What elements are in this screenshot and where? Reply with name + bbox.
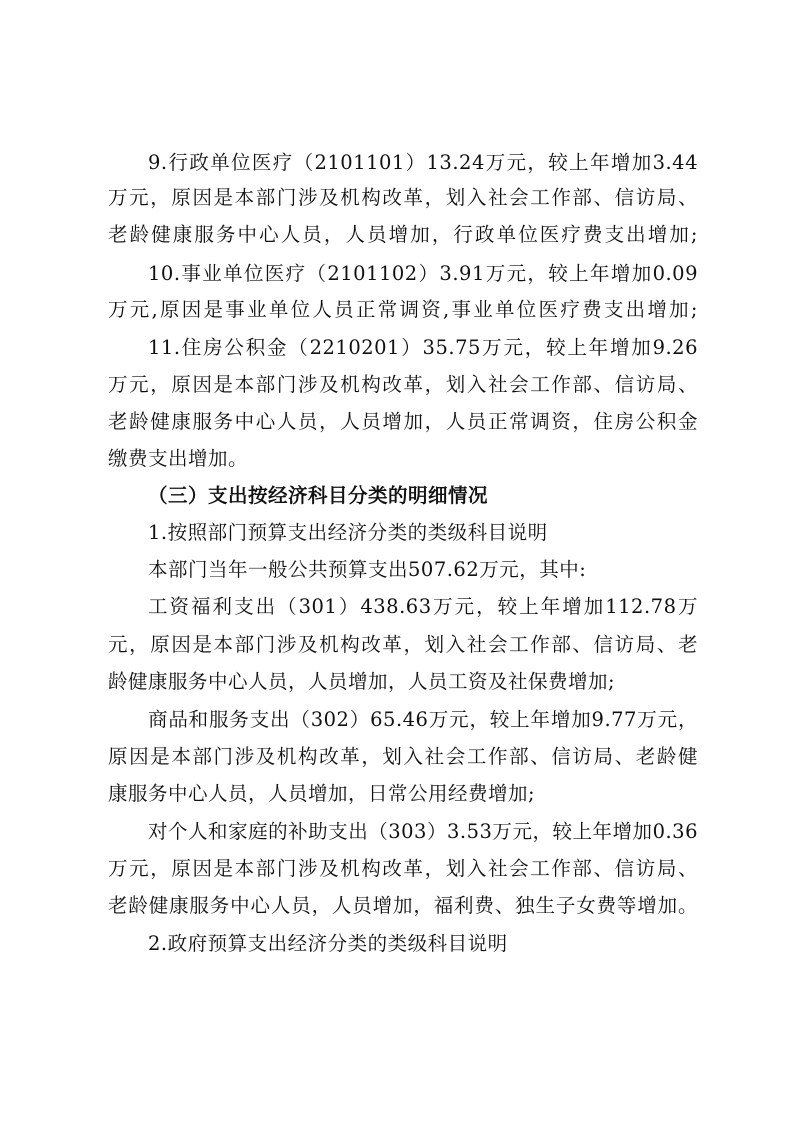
paragraph-line: 11.住房公积金（2210201）35.75万元，较上年增加9.26 — [148, 336, 698, 359]
paragraph-line: 10.事业单位医疗（2101102）3.91万元，较上年增加0.09 — [148, 262, 698, 285]
paragraph-line: 万元，原因是本部门涉及机构改革，划入社会工作部、信访局、 — [108, 373, 698, 396]
paragraph-line: 万元,原因是事业单位人员正常调资,事业单位医疗费支出增加; — [108, 298, 698, 321]
paragraph-line: 万元，原因是本部门涉及机构改革，划入社会工作部、信访局、 — [108, 857, 698, 880]
paragraph-line: 万元，原因是本部门涉及机构改革，划入社会工作部、信访局、 — [108, 186, 698, 209]
paragraph-line: 老龄健康服务中心人员，人员增加，人员正常调资，住房公积金 — [108, 410, 698, 433]
paragraph-line: 原因是本部门涉及机构改革，划入社会工作部、信访局、老龄健 — [108, 745, 698, 768]
paragraph-line: 商品和服务支出（302）65.46万元，较上年增加9.77万元， — [148, 708, 698, 731]
section-heading: （三）支出按经济科目分类的明细情况 — [148, 484, 489, 507]
paragraph-line: 老龄健康服务中心人员，人员增加，福利费、独生子女费等增加。 — [108, 894, 698, 917]
paragraph-line: 缴费支出增加。 — [108, 447, 249, 470]
paragraph-line: 工资福利支出（301）438.63万元，较上年增加112.78万 — [148, 595, 698, 618]
paragraph-line: 9.行政单位医疗（2101101）13.24万元，较上年增加3.44 — [148, 151, 698, 174]
paragraph-line: 老龄健康服务中心人员，人员增加，行政单位医疗费支出增加; — [108, 223, 698, 246]
paragraph-line: 元，原因是本部门涉及机构改革，划入社会工作部、信访局、老 — [108, 633, 698, 656]
paragraph-line: 本部门当年一般公共预算支出507.62万元，其中: — [148, 558, 587, 581]
subsection-heading: 2.政府预算支出经济分类的类级科目说明 — [148, 932, 508, 955]
subsection-heading: 1.按照部门预算支出经济分类的类级科目说明 — [148, 521, 548, 544]
paragraph-line: 龄健康服务中心人员，人员增加，人员工资及社保费增加; — [108, 670, 616, 693]
paragraph-line: 对个人和家庭的补助支出（303）3.53万元，较上年增加0.36 — [148, 820, 698, 843]
paragraph-line: 康服务中心人员，人员增加，日常公用经费增加; — [108, 782, 536, 805]
